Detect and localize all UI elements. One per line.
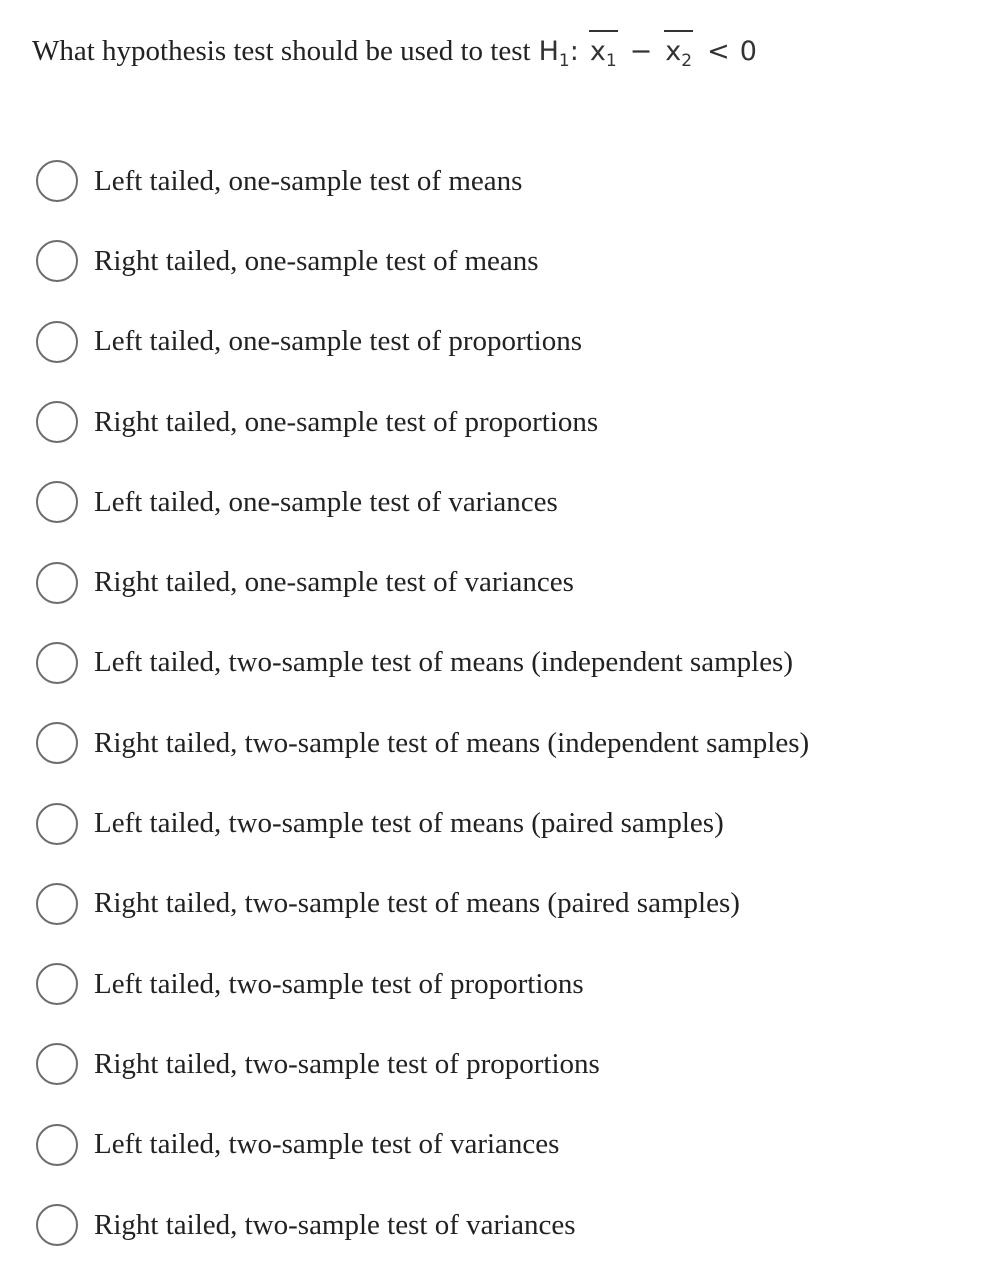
sample-mean-2: $x_2$	[665, 35, 693, 71]
option-left-two-sample-means-paired[interactable]	[36, 783, 809, 863]
option-left-two-sample-means-independent[interactable]	[36, 623, 809, 703]
option-right-two-sample-proportions[interactable]	[36, 1024, 809, 1104]
radio-button[interactable]	[36, 722, 78, 764]
option-label[interactable]: Left tailed, one-sample test of proportions	[94, 325, 583, 358]
sample-mean-1: $x_1$	[589, 35, 617, 71]
radio-button[interactable]	[36, 1043, 78, 1085]
option-right-two-sample-variances[interactable]	[36, 1185, 809, 1265]
radio-button[interactable]	[36, 562, 78, 604]
option-label[interactable]: Left tailed, one-sample test of means	[94, 164, 523, 197]
radio-button[interactable]	[36, 963, 78, 1005]
option-left-one-sample-variances[interactable]	[36, 462, 809, 542]
option-right-two-sample-means-independent[interactable]	[36, 703, 809, 783]
minus-operator: −	[629, 35, 653, 67]
less-than-operator: <	[707, 35, 730, 67]
radio-button[interactable]	[36, 803, 78, 845]
option-label[interactable]: Right tailed, one-sample test of variances	[94, 566, 574, 599]
comparison-value: 0	[739, 35, 757, 67]
radio-button[interactable]	[36, 481, 78, 523]
option-label[interactable]: Right tailed, one-sample test of proportions	[94, 405, 599, 438]
option-label[interactable]: Right tailed, one-sample test of means	[94, 244, 539, 277]
option-label[interactable]: Left tailed, two-sample test of variances	[94, 1128, 560, 1161]
option-right-one-sample-means[interactable]	[36, 221, 809, 301]
option-right-two-sample-means-paired[interactable]	[36, 864, 809, 944]
option-label[interactable]: Left tailed, two-sample test of means (paired samples)	[94, 807, 724, 840]
question-prompt	[32, 26, 757, 76]
radio-button[interactable]	[36, 321, 78, 363]
radio-button[interactable]	[36, 401, 78, 443]
option-right-one-sample-proportions[interactable]	[36, 382, 809, 462]
option-label[interactable]: Left tailed, two-sample test of means (independent samples)	[94, 646, 794, 679]
option-left-one-sample-means[interactable]	[36, 141, 809, 221]
radio-button[interactable]	[36, 1204, 78, 1246]
option-label[interactable]: Right tailed, two-sample test of means (independent samples)	[94, 726, 810, 759]
radio-button[interactable]	[36, 883, 78, 925]
option-label[interactable]: Right tailed, two-sample test of proportions	[94, 1047, 600, 1080]
radio-button[interactable]	[36, 1124, 78, 1166]
radio-button[interactable]	[36, 642, 78, 684]
option-left-two-sample-proportions[interactable]	[36, 944, 809, 1024]
option-label[interactable]: Left tailed, one-sample test of variances	[94, 485, 558, 518]
option-label[interactable]: Right tailed, two-sample test of means (paired samples)	[94, 887, 740, 920]
option-left-one-sample-proportions[interactable]	[36, 302, 809, 382]
radio-button[interactable]	[36, 160, 78, 202]
question-text: What hypothesis test should be used to test	[32, 34, 531, 67]
option-label[interactable]: Right tailed, two-sample test of variances	[94, 1208, 576, 1241]
hypothesis-label: $H_1$:	[538, 35, 579, 71]
answer-options	[36, 141, 809, 1265]
radio-button[interactable]	[36, 240, 78, 282]
option-right-one-sample-variances[interactable]	[36, 542, 809, 622]
option-label[interactable]: Left tailed, two-sample test of proportions	[94, 967, 584, 1000]
hypothesis-expression	[538, 35, 757, 71]
option-left-two-sample-variances[interactable]	[36, 1105, 809, 1185]
